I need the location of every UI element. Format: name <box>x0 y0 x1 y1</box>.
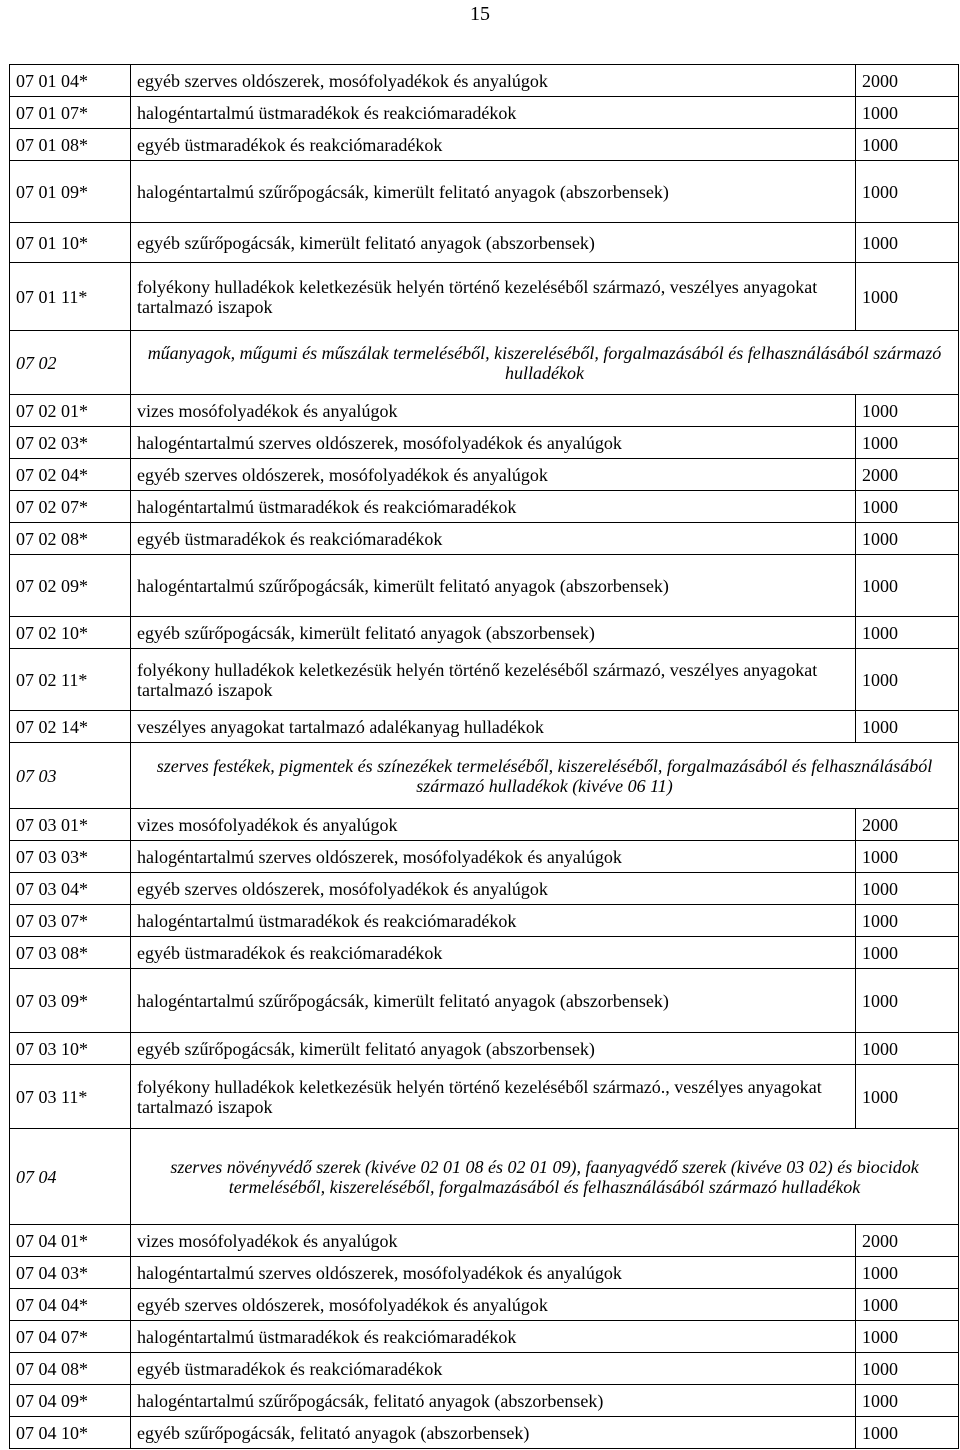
table-row <box>10 649 959 711</box>
waste-description: egyéb szerves oldószerek, mosófolyadékok és anyalúgok <box>131 65 856 97</box>
table-row <box>10 97 959 129</box>
amount-value: 1000 <box>856 223 959 263</box>
amount-value: 1000 <box>856 969 959 1033</box>
waste-code: 07 03 <box>10 743 131 809</box>
table-row <box>10 969 959 1033</box>
waste-code: 07 02 11* <box>10 649 131 711</box>
amount-value: 1000 <box>856 263 959 331</box>
table-row <box>10 491 959 523</box>
waste-description: egyéb szerves oldószerek, mosófolyadékok és anyalúgok <box>131 459 856 491</box>
amount-value: 1000 <box>856 617 959 649</box>
waste-description: vizes mosófolyadékok és anyalúgok <box>131 395 856 427</box>
waste-code: 07 03 10* <box>10 1033 131 1065</box>
waste-code: 07 04 <box>10 1129 131 1225</box>
table-row <box>10 1257 959 1289</box>
waste-code: 07 01 04* <box>10 65 131 97</box>
waste-code: 07 01 08* <box>10 129 131 161</box>
amount-value: 1000 <box>856 649 959 711</box>
waste-code: 07 02 01* <box>10 395 131 427</box>
section-description: műanyagok, műgumi és műszálak termeléséből, kiszereléséből, forgalmazásából és felhasználásából származó hulladékok <box>131 331 959 395</box>
waste-description: halogéntartalmú szűrőpogácsák, felitató anyagok (abszorbensek) <box>131 1385 856 1417</box>
waste-code: 07 04 10* <box>10 1417 131 1449</box>
table-row <box>10 223 959 263</box>
amount-value: 1000 <box>856 711 959 743</box>
table-row <box>10 1321 959 1353</box>
waste-code-table <box>9 64 959 1449</box>
amount-value: 1000 <box>856 395 959 427</box>
waste-description: egyéb üstmaradékok és reakciómaradékok <box>131 1353 856 1385</box>
waste-description: folyékony hulladékok keletkezésük helyén történő kezeléséből származó, veszélyes anyagokat tartalmazó iszapok <box>131 263 856 331</box>
table-row <box>10 905 959 937</box>
waste-code: 07 04 07* <box>10 1321 131 1353</box>
amount-value: 1000 <box>856 1033 959 1065</box>
amount-value: 1000 <box>856 161 959 223</box>
waste-code: 07 01 07* <box>10 97 131 129</box>
table-row <box>10 1225 959 1257</box>
waste-code: 07 01 09* <box>10 161 131 223</box>
table-body <box>10 65 959 1449</box>
waste-code: 07 02 08* <box>10 523 131 555</box>
amount-value: 1000 <box>856 523 959 555</box>
waste-description: halogéntartalmú üstmaradékok és reakciómaradékok <box>131 905 856 937</box>
table-row <box>10 263 959 331</box>
waste-description: halogéntartalmú üstmaradékok és reakciómaradékok <box>131 97 856 129</box>
amount-value: 1000 <box>856 1417 959 1449</box>
waste-code: 07 03 07* <box>10 905 131 937</box>
amount-value: 1000 <box>856 129 959 161</box>
waste-code: 07 02 <box>10 331 131 395</box>
table-row <box>10 1289 959 1321</box>
waste-description: egyéb szerves oldószerek, mosófolyadékok és anyalúgok <box>131 873 856 905</box>
amount-value: 1000 <box>856 1385 959 1417</box>
amount-value: 1000 <box>856 905 959 937</box>
table-row <box>10 873 959 905</box>
amount-value: 2000 <box>856 1225 959 1257</box>
waste-description: egyéb üstmaradékok és reakciómaradékok <box>131 937 856 969</box>
table-row <box>10 841 959 873</box>
amount-value: 1000 <box>856 873 959 905</box>
waste-code: 07 02 14* <box>10 711 131 743</box>
waste-description: halogéntartalmú üstmaradékok és reakciómaradékok <box>131 1321 856 1353</box>
waste-code: 07 04 08* <box>10 1353 131 1385</box>
section-heading-row <box>10 331 959 395</box>
waste-code: 07 04 01* <box>10 1225 131 1257</box>
waste-description: halogéntartalmú szűrőpogácsák, kimerült felitató anyagok (abszorbensek) <box>131 969 856 1033</box>
waste-description: halogéntartalmú szerves oldószerek, mosófolyadékok és anyalúgok <box>131 841 856 873</box>
waste-description: veszélyes anyagokat tartalmazó adalékanyag hulladékok <box>131 711 856 743</box>
table-row <box>10 711 959 743</box>
waste-description: egyéb szűrőpogácsák, felitató anyagok (abszorbensek) <box>131 1417 856 1449</box>
table-row <box>10 65 959 97</box>
waste-description: egyéb szerves oldószerek, mosófolyadékok és anyalúgok <box>131 1289 856 1321</box>
waste-code: 07 01 10* <box>10 223 131 263</box>
waste-code: 07 01 11* <box>10 263 131 331</box>
table-row <box>10 617 959 649</box>
amount-value: 1000 <box>856 97 959 129</box>
waste-code: 07 04 04* <box>10 1289 131 1321</box>
section-description: szerves festékek, pigmentek és színezékek termeléséből, kiszereléséből, forgalmazásából és felhasználásából származó hulladékok (kivéve 06 11) <box>131 743 959 809</box>
page-number: 15 <box>470 3 490 25</box>
waste-code: 07 03 03* <box>10 841 131 873</box>
amount-value: 2000 <box>856 459 959 491</box>
waste-description: folyékony hulladékok keletkezésük helyén történő kezeléséből származó., veszélyes anyagokat tartalmazó iszapok <box>131 1065 856 1129</box>
waste-description: egyéb szűrőpogácsák, kimerült felitató anyagok (abszorbensek) <box>131 1033 856 1065</box>
amount-value: 1000 <box>856 555 959 617</box>
table-row <box>10 809 959 841</box>
amount-value: 1000 <box>856 491 959 523</box>
waste-description: folyékony hulladékok keletkezésük helyén történő kezeléséből származó, veszélyes anyagokat tartalmazó iszapok <box>131 649 856 711</box>
amount-value: 2000 <box>856 65 959 97</box>
waste-description: vizes mosófolyadékok és anyalúgok <box>131 1225 856 1257</box>
table-row <box>10 1065 959 1129</box>
waste-description: halogéntartalmú üstmaradékok és reakciómaradékok <box>131 491 856 523</box>
waste-description: halogéntartalmú szűrőpogácsák, kimerült felitató anyagok (abszorbensek) <box>131 161 856 223</box>
waste-code: 07 03 08* <box>10 937 131 969</box>
table-row <box>10 1033 959 1065</box>
waste-description: egyéb üstmaradékok és reakciómaradékok <box>131 129 856 161</box>
table-row <box>10 523 959 555</box>
amount-value: 1000 <box>856 1257 959 1289</box>
waste-description: halogéntartalmú szerves oldószerek, mosófolyadékok és anyalúgok <box>131 1257 856 1289</box>
table-row <box>10 427 959 459</box>
waste-code: 07 03 04* <box>10 873 131 905</box>
waste-code: 07 03 09* <box>10 969 131 1033</box>
waste-code: 07 03 11* <box>10 1065 131 1129</box>
waste-code: 07 02 10* <box>10 617 131 649</box>
table-row <box>10 129 959 161</box>
amount-value: 1000 <box>856 841 959 873</box>
section-description: szerves növényvédő szerek (kivéve 02 01 08 és 02 01 09), faanyagvédő szerek (kivéve 03 02) és biocidok termeléséből, kiszereléséből, forgalmazásából és felhasználásából származó hulladékok <box>131 1129 959 1225</box>
waste-description: egyéb szűrőpogácsák, kimerült felitató anyagok (abszorbensek) <box>131 223 856 263</box>
table-row <box>10 937 959 969</box>
waste-description: halogéntartalmú szűrőpogácsák, kimerült felitató anyagok (abszorbensek) <box>131 555 856 617</box>
waste-description: halogéntartalmú szerves oldószerek, mosófolyadékok és anyalúgok <box>131 427 856 459</box>
table-row <box>10 161 959 223</box>
amount-value: 1000 <box>856 427 959 459</box>
section-heading-row <box>10 743 959 809</box>
waste-description: egyéb szűrőpogácsák, kimerült felitató anyagok (abszorbensek) <box>131 617 856 649</box>
table-row <box>10 395 959 427</box>
waste-code: 07 04 03* <box>10 1257 131 1289</box>
waste-description: egyéb üstmaradékok és reakciómaradékok <box>131 523 856 555</box>
table-row <box>10 1385 959 1417</box>
waste-code: 07 02 09* <box>10 555 131 617</box>
amount-value: 1000 <box>856 1289 959 1321</box>
amount-value: 1000 <box>856 937 959 969</box>
table-row <box>10 1353 959 1385</box>
amount-value: 2000 <box>856 809 959 841</box>
waste-code: 07 04 09* <box>10 1385 131 1417</box>
section-heading-row <box>10 1129 959 1225</box>
waste-description: vizes mosófolyadékok és anyalúgok <box>131 809 856 841</box>
waste-code: 07 03 01* <box>10 809 131 841</box>
waste-code: 07 02 04* <box>10 459 131 491</box>
amount-value: 1000 <box>856 1321 959 1353</box>
waste-code: 07 02 07* <box>10 491 131 523</box>
waste-code: 07 02 03* <box>10 427 131 459</box>
table-row <box>10 459 959 491</box>
table-row <box>10 555 959 617</box>
amount-value: 1000 <box>856 1065 959 1129</box>
table-row <box>10 1417 959 1449</box>
amount-value: 1000 <box>856 1353 959 1385</box>
